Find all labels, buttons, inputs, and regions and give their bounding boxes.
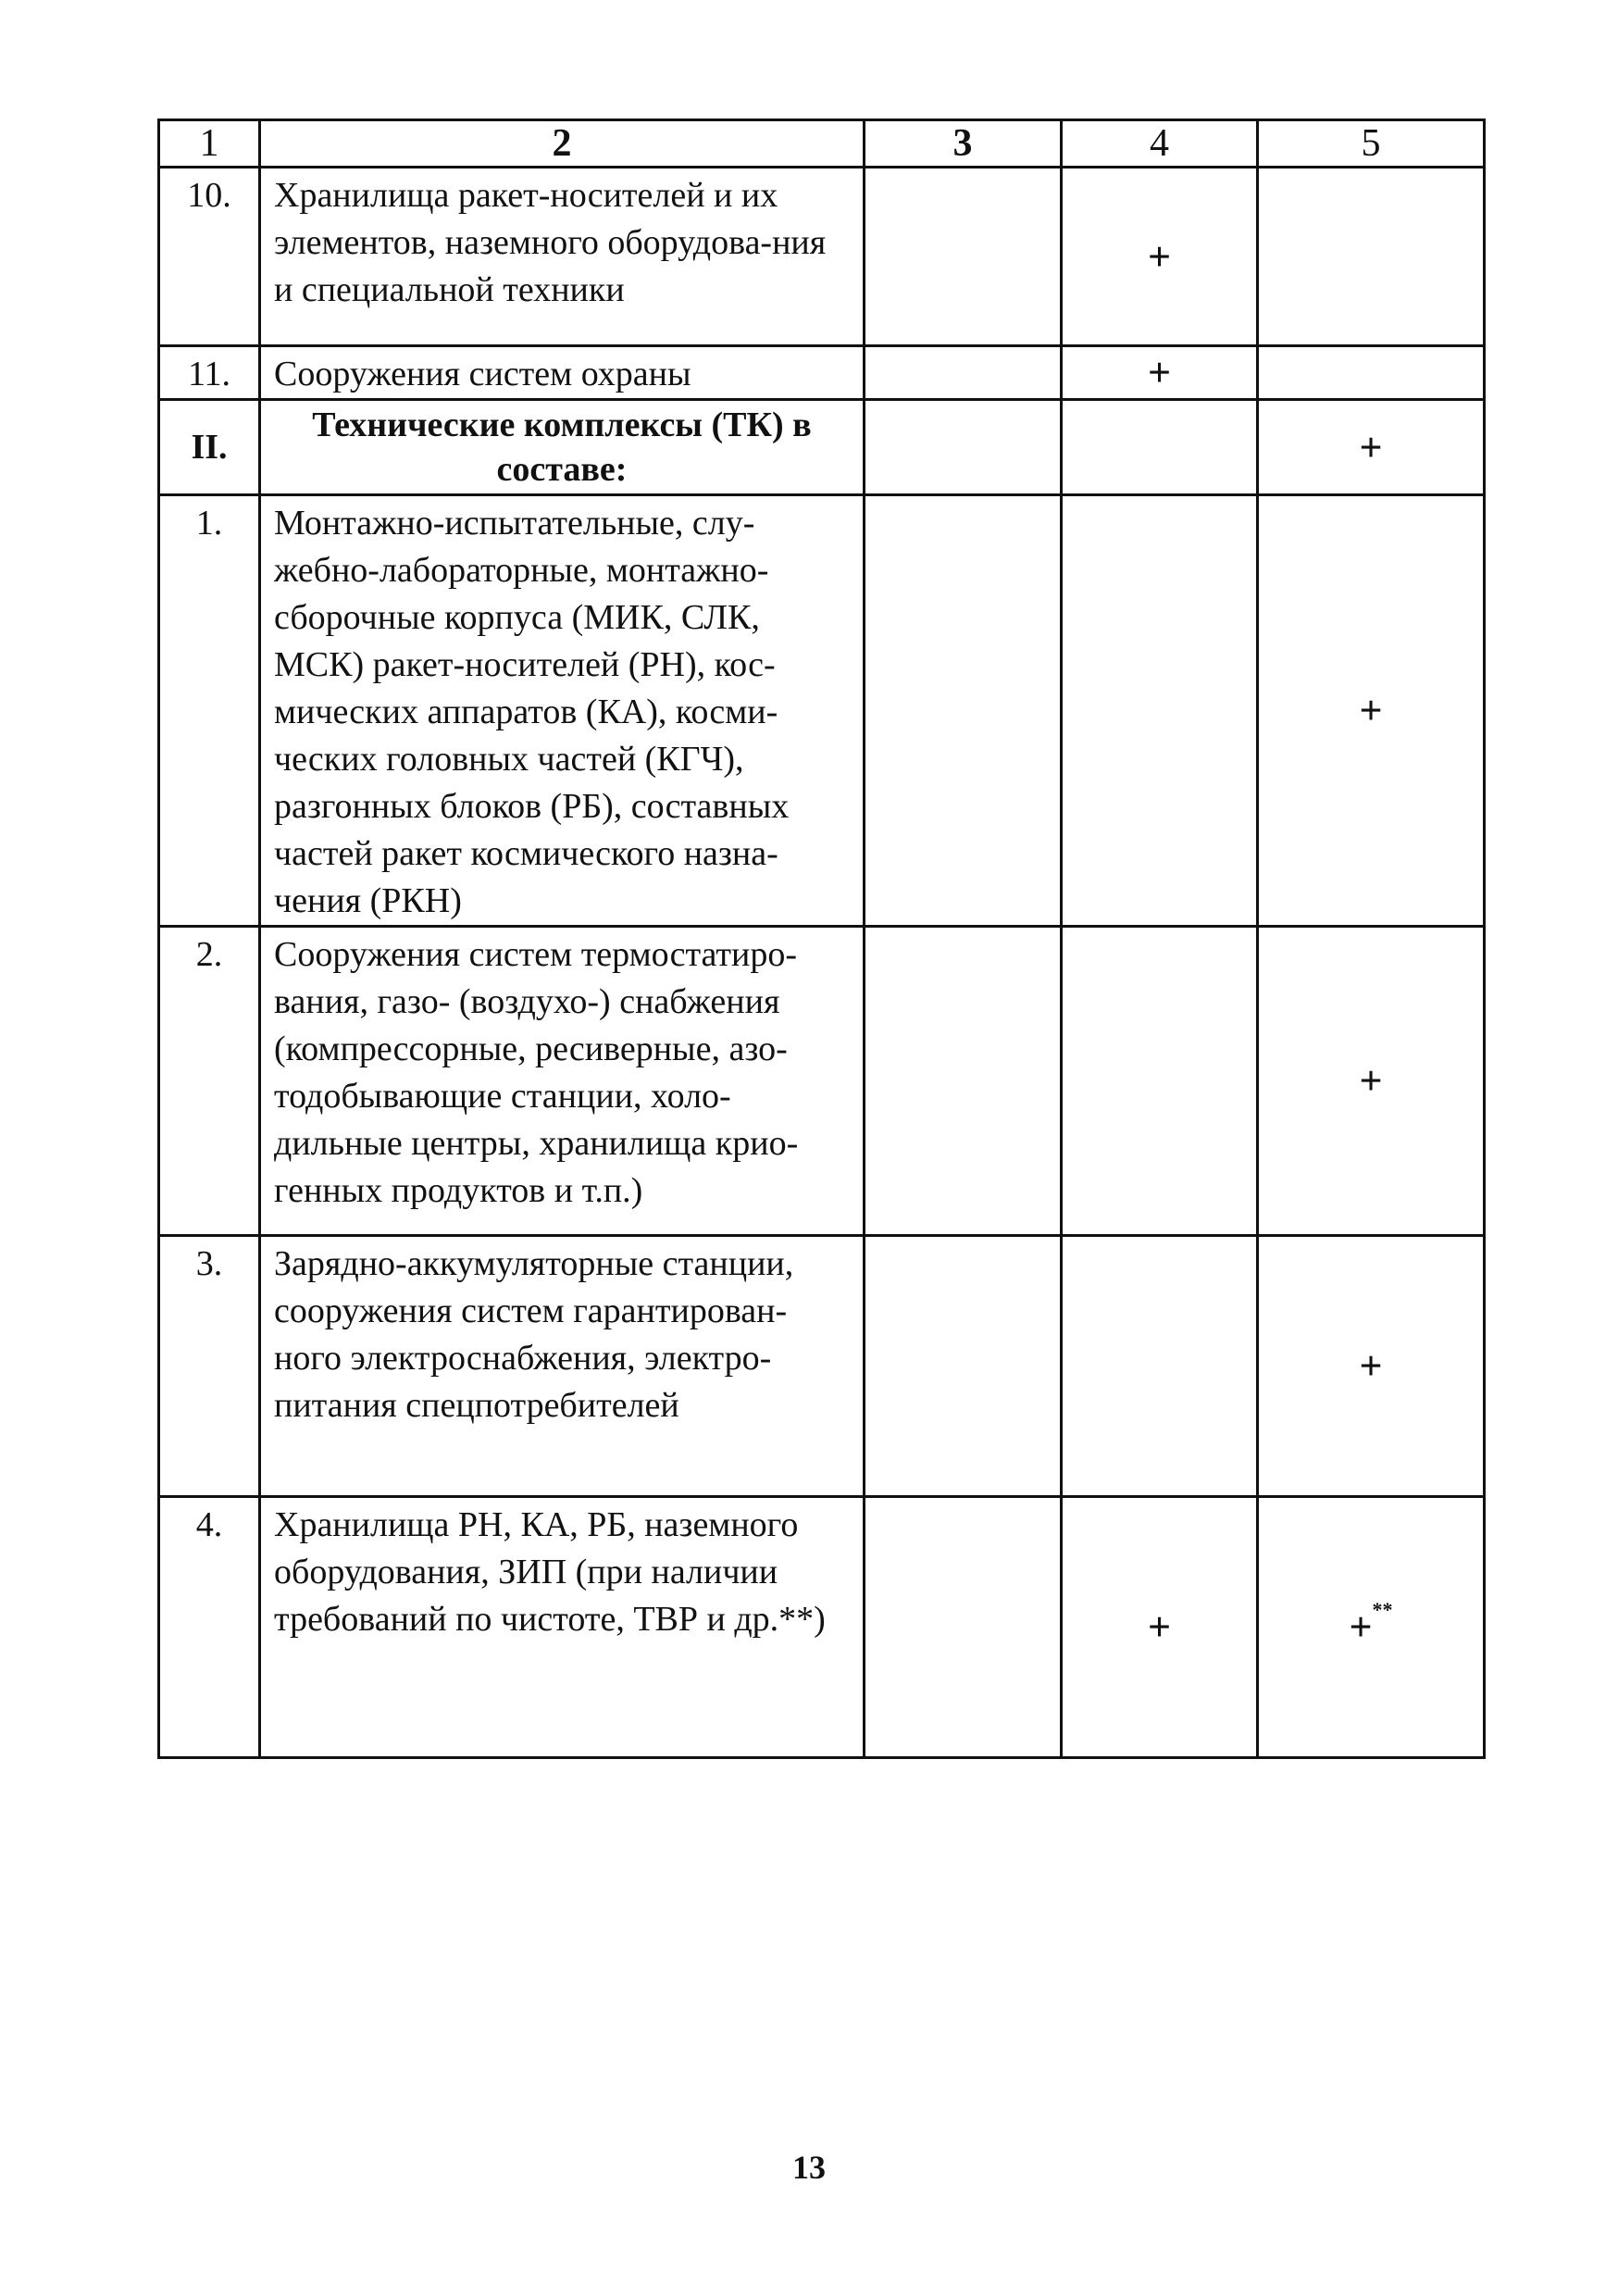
section-row [159,400,1485,495]
page-number: 13 [792,2149,826,2186]
row-description: Сооружения систем охраны [260,346,865,400]
row-col-4 [1062,400,1258,495]
row-number: 3. [159,1236,260,1497]
header-col-5: 5 [1258,120,1485,168]
row-col-3 [865,927,1062,1236]
table-row [159,1497,1485,1758]
header-col-3: 3 [865,120,1062,168]
row-col-5 [1258,168,1485,346]
row-number: 2. [159,927,260,1236]
row-description: Хранилища РН, КА, РБ, наземного оборудования, ЗИП (при наличии требований по чистоте, ТВР и др.**) [260,1497,865,1758]
header-col-1: 1 [159,120,260,168]
row-col-4 [1062,495,1258,927]
header-col-2: 2 [260,120,865,168]
table-row [159,346,1485,400]
row-description: Зарядно-аккумуляторные станции, сооружения систем гарантирован-ного электроснабжения, электро-питания спецпотребителей [260,1236,865,1497]
row-col-3 [865,1497,1062,1758]
row-col-3 [865,400,1062,495]
row-col-3 [865,346,1062,400]
row-col-5: + [1258,400,1485,495]
row-col-4: + [1062,168,1258,346]
row-col-5: + [1258,927,1485,1236]
row-col-4: + [1062,346,1258,400]
footnote-marker: ** [1372,1598,1393,1621]
table-row [159,495,1485,927]
row-col-3 [865,495,1062,927]
row-col-5-mark: + [1349,1604,1373,1650]
section-number: II. [159,400,260,495]
table-row [159,927,1485,1236]
row-col-4 [1062,1236,1258,1497]
row-col-4 [1062,927,1258,1236]
row-col-5 [1258,346,1485,400]
row-col-4: + [1062,1497,1258,1758]
row-number: 11. [159,346,260,400]
row-col-5 [1258,1497,1485,1758]
row-number: 4. [159,1497,260,1758]
row-number: 1. [159,495,260,927]
row-description: Монтажно-испытательные, слу-жебно-лабораторные, монтажно-сборочные корпуса (МИК, СЛК, МСК) ракет-носителей (РН), кос-мических аппаратов (КА), косми-ческих головных частей (КГЧ), разгонных блоков (РБ), составных частей ракет космического назна-чения (РКН) [260,495,865,927]
row-col-3 [865,168,1062,346]
row-number: 10. [159,168,260,346]
row-description: Сооружения систем термостатиро-вания, газо- (воздухо-) снабжения (компрессорные, ресиверные, азо-тодобывающие станции, холо-дильные центры, хранилища крио-генных продуктов и т.п.) [260,927,865,1236]
requirements-table [157,119,1486,1759]
table-row [159,1236,1485,1497]
header-col-4: 4 [1062,120,1258,168]
row-col-5: + [1258,1236,1485,1497]
row-col-3 [865,1236,1062,1497]
section-title: Технические комплексы (ТК) в составе: [260,400,865,495]
row-description: Хранилища ракет-носителей и их элементов, наземного оборудова-ния и специальной техники [260,168,865,346]
table-header-row [159,120,1485,168]
row-col-5: + [1258,495,1485,927]
table-row [159,168,1485,346]
